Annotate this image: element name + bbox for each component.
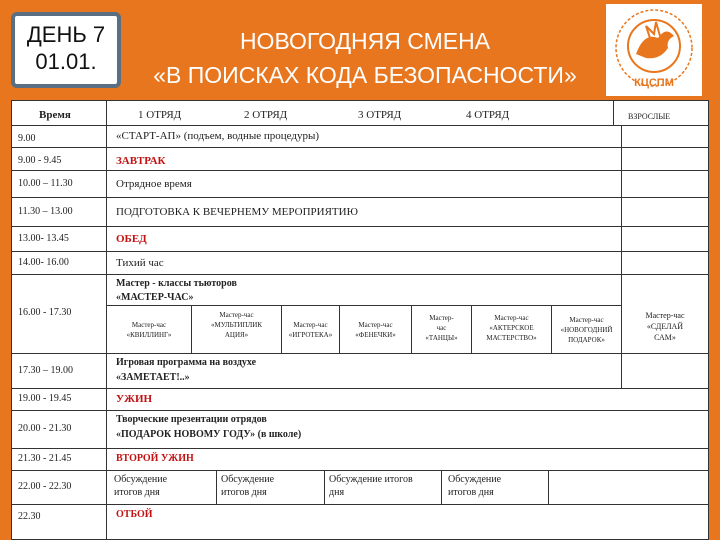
- time-cell: 22.30: [18, 511, 41, 522]
- time-cell: 21.30 - 21.45: [18, 453, 72, 464]
- day-badge: [11, 12, 121, 88]
- day-number: ДЕНЬ 7: [26, 22, 106, 47]
- activity-cell: ЗАВТРАК: [116, 155, 166, 167]
- activity-line: «МАСТЕР-ЧАС»: [116, 292, 194, 303]
- left-border-strip: [0, 100, 11, 540]
- masterclass-cell: Мастер-час «ФЕНЕЧКИ»: [355, 321, 396, 339]
- schedule-table: [11, 100, 709, 540]
- title-line-2: «В ПОИСКАХ КОДА БЕЗОПАСНОСТИ»: [153, 62, 577, 88]
- discussion-cell: Обсуждение итогов дня: [329, 474, 413, 498]
- activity-line: «ПОДАРОК НОВОМУ ГОДУ» (в школе): [116, 429, 302, 440]
- column-header-squad-2: 2 ОТРЯД: [244, 109, 288, 121]
- kcspm-logo: [606, 4, 702, 96]
- time-cell: 17.30 – 19.00: [18, 365, 73, 376]
- activity-cell: УЖИН: [116, 393, 153, 405]
- column-header-time: Время: [39, 109, 71, 121]
- masterclass-cell: Мастер-час «КВИЛЛИНГ»: [126, 321, 172, 339]
- activity-cell: «СТАРТ-АП» (подъем, водные процедуры): [116, 130, 320, 142]
- discussion-cell: Обсуждение итогов дня: [448, 474, 502, 498]
- title-line-1: НОВОГОДНЯЯ СМЕНА: [239, 28, 491, 54]
- column-header-squad-4: 4 ОТРЯД: [466, 109, 510, 121]
- activity-cell: Тихий час: [116, 257, 164, 269]
- time-cell: 19.00 - 19.45: [18, 393, 72, 404]
- discussion-cell: Обсуждение итогов дня: [221, 474, 275, 498]
- time-cell: 13.00- 13.45: [18, 233, 69, 244]
- logo-text: КЦСПМ: [634, 77, 674, 89]
- discussion-cell: Обсуждение итогов дня: [114, 474, 168, 498]
- activity-cell: ОБЕД: [116, 233, 147, 245]
- activity-line: Игровая программа на воздухе: [116, 357, 257, 368]
- activity-line: «ЗАМЕТАЕТ!..»: [116, 372, 190, 383]
- time-cell: 20.00 - 21.30: [18, 423, 72, 434]
- masterclass-cell: Мастер-час «ИГРОТЕКА»: [288, 321, 333, 339]
- masterclass-cell: Мастер- час «ТАНЦЫ»: [425, 314, 458, 342]
- time-cell: 16.00 - 17.30: [18, 307, 72, 318]
- logo-emblem-icon: [606, 4, 702, 96]
- masterclass-cell: Мастер-час «НОВОГОДНИЙ ПОДАРОК»: [560, 316, 613, 344]
- page-title: [130, 24, 600, 92]
- time-cell: 9.00: [18, 133, 36, 144]
- column-header-adults: ВЗРОСЛЫЕ: [628, 112, 671, 121]
- column-header-squad-1: 1 ОТРЯД: [138, 109, 182, 121]
- activity-line: Творческие презентации отрядов: [116, 414, 267, 425]
- activity-cell: ВТОРОЙ УЖИН: [116, 453, 194, 464]
- time-cell: 22.00 - 22.30: [18, 481, 72, 492]
- time-cell: 10.00 – 11.30: [18, 178, 73, 189]
- masterclass-cell: Мастер-час «МУЛЬТИПЛИК АЦИЯ»: [211, 311, 262, 339]
- masterclass-cell: Мастер-час «СДЕЛАЙ САМ»: [645, 311, 685, 342]
- right-border-strip: [709, 100, 720, 540]
- time-cell: 11.30 – 13.00: [18, 206, 73, 217]
- time-cell: 9.00 - 9.45: [18, 155, 62, 166]
- activity-cell: Отрядное время: [116, 178, 192, 190]
- activity-cell: ПОДГОТОВКА К ВЕЧЕРНЕМУ МЕРОПРИЯТИЮ: [116, 206, 358, 218]
- activity-line: Мастер - классы тьюторов: [116, 278, 237, 289]
- activity-cell: ОТБОЙ: [116, 509, 153, 520]
- day-date: 01.01.: [35, 49, 97, 74]
- time-cell: 14.00- 16.00: [18, 257, 69, 268]
- column-header-squad-3: 3 ОТРЯД: [358, 109, 402, 121]
- masterclass-cell: Мастер-час «АКТЕРСКОЕ МАСТЕРСТВО»: [486, 314, 537, 342]
